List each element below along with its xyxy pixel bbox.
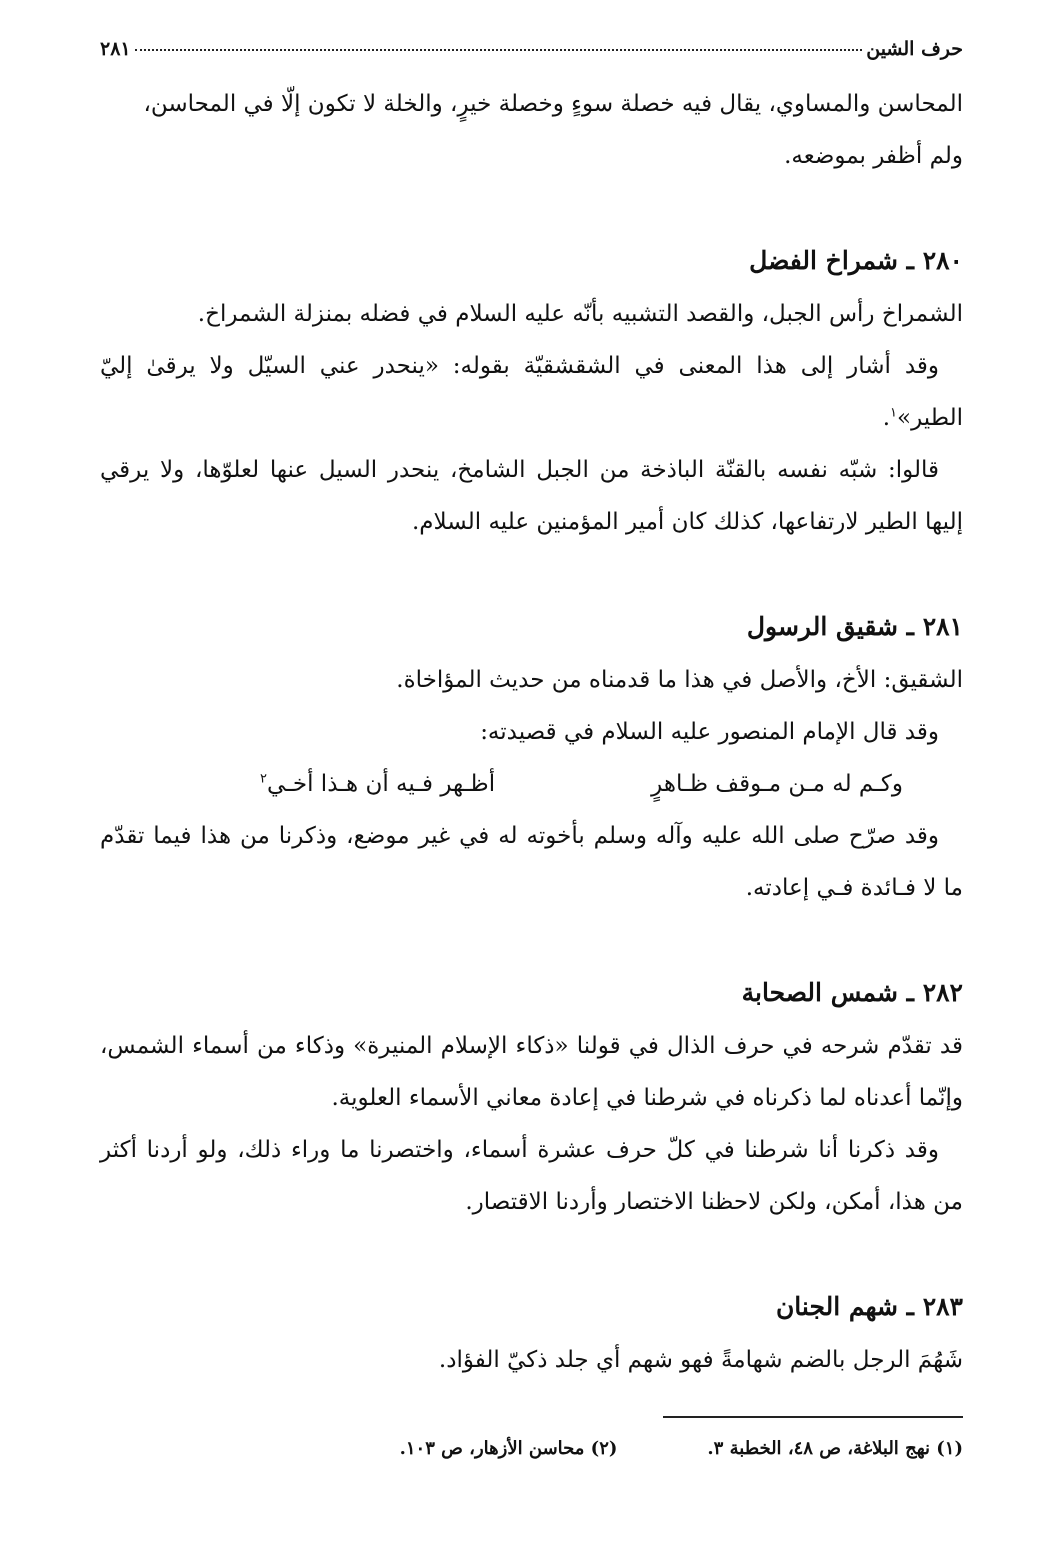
entry-282 — [100, 966, 963, 1228]
page — [100, 38, 963, 1528]
intro-text — [100, 78, 963, 182]
poem-verse — [100, 758, 963, 810]
footnote-divider — [663, 1416, 963, 1418]
entry-title: ٢٨٠ ـ شمراخ الفضل — [749, 246, 963, 275]
footnote-marker: ٢ — [260, 771, 267, 787]
entry-title: ٢٨٣ ـ شهم الجنان — [775, 1292, 963, 1321]
verse-second-text: أظـهر فـيه أن هـذا أخـي — [266, 771, 496, 797]
footnote-2: (٢) محاسن الأزهار، ص ١٠٣. — [399, 1438, 618, 1459]
footnote-1: (١) نهج البلاغة، ص ٤٨، الخطبة ٣. — [707, 1438, 963, 1459]
header-title: حرف الشين — [866, 38, 963, 60]
verse-first-hemistich: وكـم له مـن مـوقف ظـاهرٍ — [651, 771, 903, 797]
intro-line-1: المحاسن والمساوي، يقال فيه خصلة سوءٍ وخصلة خيرٍ، والخلة لا تكون إلّا في المحاسن، — [143, 91, 963, 117]
page-number: ٢٨١ — [100, 38, 131, 60]
entry-281 — [100, 600, 963, 914]
footnotes — [100, 1432, 963, 1466]
entry-280 — [100, 234, 963, 548]
entry-paragraph: شَهُمَ الرجل بالضم شهامةً فهو شهم أي جلد ذكيّ الفؤاد. — [438, 1347, 963, 1373]
entry-283 — [100, 1280, 963, 1386]
entry-paragraph: الشقيق: الأخ، والأصل في هذا ما قدمناه من حديث المؤاخاة. — [396, 667, 963, 693]
entry-paragraph: وقد أشار إلى هذا المعنى في الشقشقيّة بقوله: «ينحدر عني السيّل ولا يرقىٰ إليّ الطير»$^١$. — [100, 353, 963, 431]
quote-text: وقد أشار إلى هذا المعنى في الشقشقيّة بقوله: «ينحدر عني السيّل ولا يرقىٰ إليّ الطير» — [100, 353, 963, 431]
entry-paragraph: الشمراخ رأس الجبل، والقصد التشبيه بأنّه عليه السلام في فضله بمنزلة الشمراخ. — [197, 301, 963, 327]
verse-second-hemistich — [260, 758, 495, 810]
entry-paragraph: وقد صرّح صلى الله عليه وآله وسلم بأخوته له في غير موضع، وذكرنا من هذا فيما تقدّم ما لا فـائدة فـي إعادته. — [100, 823, 963, 901]
entry-paragraph: وقد قال الإمام المنصور عليه السلام في قصيدته: — [480, 719, 939, 745]
entry-paragraph: وقد ذكرنا أنا شرطنا في كلّ حرف عشرة أسماء، واختصرنا ما وراء ذلك، ولو أردنا أكثر من هذا، أمكن، ولكن لاحظنا الاختصار وأردنا الاقتصار. — [100, 1137, 963, 1215]
entry-title: ٢٨١ ـ شقيق الرسول — [746, 612, 963, 641]
intro-line-2: ولم أظفر بموضعه. — [784, 143, 963, 169]
footnote-marker: ١ — [890, 405, 898, 421]
running-header — [100, 38, 963, 78]
header-dot-leader — [135, 49, 863, 51]
entry-title: ٢٨٢ ـ شمس الصحابة — [741, 978, 963, 1007]
entry-paragraph: قالوا: شبّه نفسه بالقنّة الباذخة من الجبل الشامخ، ينحدر السيل عنها لعلوّها، ولا يرقي إليها الطير لارتفاعها، كذلك كان أمير المؤمنين عليه السلام. — [100, 457, 963, 535]
entry-paragraph: قد تقدّم شرحه في حرف الذال في قولنا «ذكاء الإسلام المنيرة» وذكاء من أسماء الشمس، وإنّما أعدناه لما ذكرناه في شرطنا في إعادة معاني الأسماء العلوية. — [100, 1033, 963, 1111]
